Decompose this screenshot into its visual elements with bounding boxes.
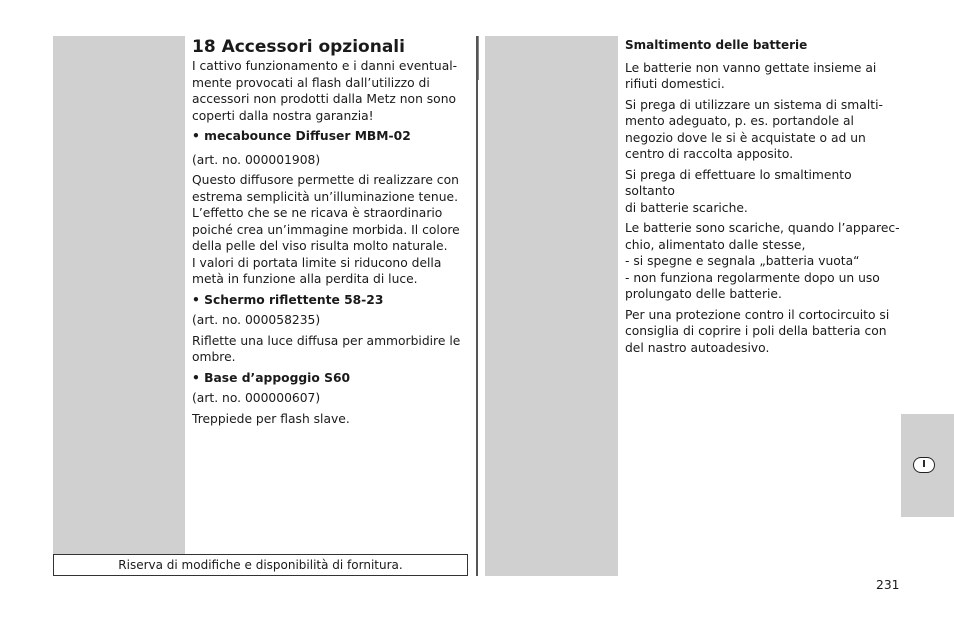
column-divider bbox=[476, 36, 478, 576]
middle-margin-band bbox=[485, 36, 618, 576]
accessory-title-stand: • Base d’appoggio S60 bbox=[192, 370, 351, 385]
accessory-title-diffuser: • mecabounce Diffuser MBM-02 bbox=[192, 129, 411, 143]
right-column bbox=[625, 36, 901, 360]
disposal-paragraph-1: Le batterie non vanno gettate insieme ai rifiuti domestici. bbox=[625, 60, 877, 91]
disposal-paragraph-5: Per una protezione contro il cortocircuito si consiglia di coprire i poli della batteria con del nastro autoadesivo. bbox=[625, 307, 890, 355]
left-column bbox=[192, 36, 464, 431]
accessory-article-diffuser: (art. no. 000001908) bbox=[192, 152, 321, 167]
accessory-description-reflector: Riflette una luce diffusa per ammorbidire le ombre. bbox=[192, 333, 461, 364]
intro-paragraph: I cattivo funzionamento e i danni eventual- mente provocati al flash dall’utilizzo di accessori non prodotti dalla Metz non sono coperti dalla nostra garanzia! bbox=[192, 59, 458, 123]
footer-notice: Riserva di modifiche e disponibilità di fornitura. bbox=[53, 554, 468, 576]
accessory-description-stand: Treppiede per flash slave. bbox=[192, 411, 350, 426]
accessory-article-reflector: (art. no. 000058235) bbox=[192, 313, 321, 327]
accessory-article-stand: (art. no. 000000607) bbox=[192, 391, 321, 405]
page-number: 231 bbox=[876, 578, 900, 592]
left-margin-band bbox=[53, 36, 185, 576]
accessory-title-reflector: • Schermo riflettente 58-23 bbox=[192, 292, 384, 307]
accessory-description-diffuser: Questo diffusore permette di realizzare con estrema semplicità un’illuminazione tenue. L’effetto che se ne ricava è straordinario poiché crea un’immagine morbida. Il colore della pelle del viso risulta molto naturale. I valori di portata limite si riducono della metà in funzione alla perdita di luce. bbox=[192, 173, 460, 286]
disposal-paragraph-3: Si prega di effettuare lo smaltimento soltanto di batterie scariche. bbox=[625, 167, 852, 215]
language-badge: I bbox=[913, 457, 935, 473]
column-divider-accent bbox=[478, 36, 479, 80]
disposal-paragraph-4: Le batterie sono scariche, quando l’apparec- chio, alimentato dalle stesse, - si spegne e segnala „batteria vuota“ - non funziona regolarmente dopo un uso prolungato delle batterie. bbox=[625, 221, 900, 301]
section-heading: 18 Accessori opzionali bbox=[192, 37, 405, 57]
disposal-heading: Smaltimento delle batterie bbox=[625, 38, 808, 52]
disposal-paragraph-2: Si prega di utilizzare un sistema di smalti- mento adeguato, p. es. portandole al negozio dove le si è acquistate o ad un centro di raccolta apposito. bbox=[625, 97, 883, 161]
